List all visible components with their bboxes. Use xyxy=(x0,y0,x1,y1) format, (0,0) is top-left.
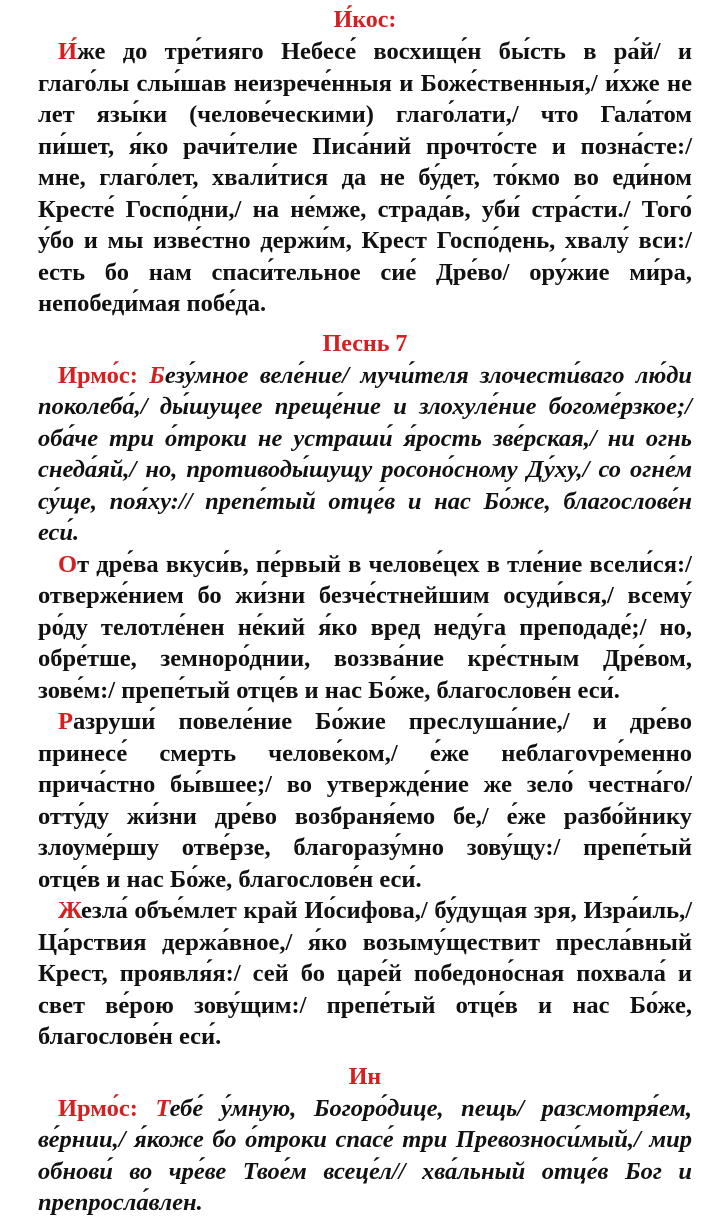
irmos-label: Ирмо́с: xyxy=(58,361,150,389)
drop-initial: Р xyxy=(58,708,73,735)
paragraph-troparion-2 xyxy=(38,706,692,895)
heading-ikos: И́кос: xyxy=(333,7,397,33)
paragraph-text: т дре́ва вкуси́в, пе́рвый в челове́цех в тле́ние всели́ся:/ отверже́нием бо жи́зни безче́стнейшим осуди́вся,/ всему́ ро́ду телотле́нен не́кий я́ко вред неду́га преподаде́;/ но, обре́тше, земноро́днии, воззва́ние кре́стным Дре́вом, зове́м:/ препе́тый отце́в и нас Бо́же, благослове́н еси́. xyxy=(38,550,692,704)
heading-song-7: Песнь 7 xyxy=(322,330,408,357)
paragraph-text: езу́мное веле́ние/ мучи́теля злочести́ваго лю́ди поколеба́,/ ды́шущее преще́ние и злохуле́ние богоме́рзкое;/ оба́че три о́троки не устраши́ я́рость зве́рская,/ ни огнь снеда́яй,/ но, противоды́шущу росоно́сному Ду́ху,/ со огне́м су́ще, поя́ху:// препе́тый отце́в и нас Бо́же, благослове́н еси́. xyxy=(38,361,692,546)
heading-in: Ин xyxy=(348,1063,382,1090)
paragraph-ikos xyxy=(38,36,692,320)
drop-initial: Ж xyxy=(58,897,81,924)
paragraph-text: ебе́ у́мную, Богоро́дице, пещь/ разсмотря́ем, ве́рнии,/ я́коже бо о́троки спасе́ три Превозноси́мый,/ мир обнови́ во чре́ве Твое́м всеце́л// хва́льный отце́в Бог и препросла́влен. xyxy=(38,1094,692,1216)
paragraph-irmos-in xyxy=(38,1093,692,1219)
irmos-label: Ирмо́с: xyxy=(58,1094,156,1122)
drop-initial: О xyxy=(58,550,78,578)
drop-initial: Т xyxy=(155,1094,170,1122)
drop-initial: Б xyxy=(149,361,165,389)
drop-initial: И́ xyxy=(58,38,78,65)
paragraph-text: азруши́ повеле́ние Бо́жие преслуша́ние,/ и дре́во принесе́ смерть челове́ком,/ е́же неблагovре́менно прича́стно бы́вшее;/ во утвержде́ние же зело́ честна́го/ отту́ду жи́зни дре́во возбраня́емо бе,/ е́же разбо́йнику злоуме́ршу отве́рзе, благоразу́мно зову́щу:/ препе́тый отце́в и нас Бо́же, благослове́н еси́. xyxy=(38,708,692,893)
paragraph-text: же до тре́тияго Небесе́ восхище́н бы́сть в ра́й/ и глаго́лы слы́шав неизрече́нныя и Боже́ственныя,/ и́хже не лет язы́ки (челове́ческими) глаго́лати,/ что Гала́том пи́шет, я́ко рачи́телие Писа́ний прочто́сте и позна́сте:/ мне, глаго́лет, хвали́тися да не бу́дет, то́кмо во еди́ном Кресте́ Госпо́дни,/ на не́мже, страда́в, уби́ стра́сти./ Того́ у́бо и мы изве́стно держи́м, Крест Госпо́день, хвалу́ вси:/ есть бо нам спаси́тельное сие́ Дре́во/ ору́жие ми́ра, непобеди́мая побе́да. xyxy=(38,38,692,317)
paragraph-text: езла́ объе́млет край Ио́сифова,/ бу́дущая зря, Изра́иль,/ Ца́рствия держа́вное,/ я́ко возыму́ществит пресла́вный Крест, проявля́я:/ сей бо царе́й победоно́сная похвала́ и свет ве́рою зову́щим:/ препе́тый отце́в и нас Бо́же, благослове́н еси́. xyxy=(38,897,692,1050)
paragraph-irmos-song-7 xyxy=(38,360,692,549)
paragraph-troparion-1 xyxy=(38,549,692,707)
paragraph-troparion-3 xyxy=(38,895,692,1053)
